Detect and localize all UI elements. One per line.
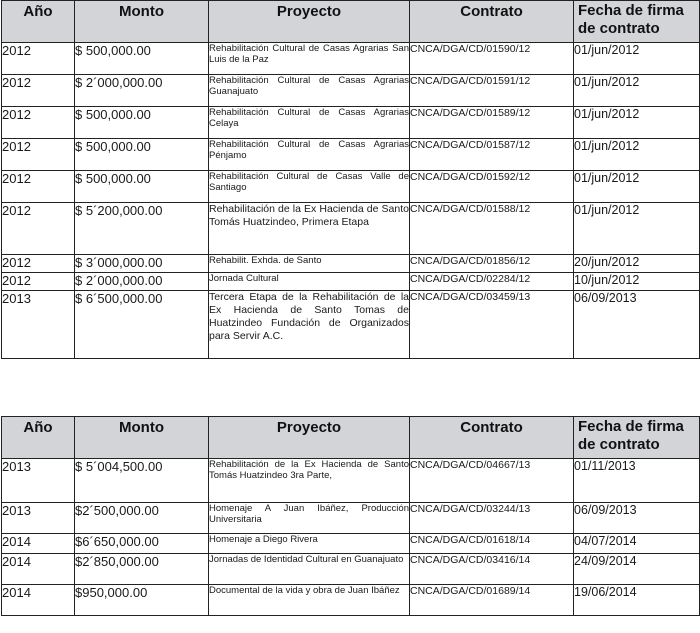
cell-year: 2012 [2,75,75,107]
cell-contract: CNCA/DGA/CD/01589/12 [410,107,574,139]
cell-contract: CNCA/DGA/CD/01591/12 [410,75,574,107]
table-row [2,171,700,203]
header-project: Proyecto [209,417,410,459]
cell-year: 2012 [2,139,75,171]
cell-date: 20/jun/2012 [574,255,700,273]
cell-date: 01/jun/2012 [574,203,700,255]
cell-amount: $ 3´000,000.00 [75,255,209,273]
cell-year: 2014 [2,585,75,616]
cell-date: 19/06/2014 [574,585,700,616]
cell-project: Jornada Cultural [209,273,410,291]
cell-project: Rehabilit. Exhda. de Santo [209,255,410,273]
cell-year: 2012 [2,171,75,203]
table-row [2,534,700,554]
cell-year: 2013 [2,291,75,359]
table-row [2,43,700,75]
cell-year: 2013 [2,459,75,503]
cell-amount: $ 500,000.00 [75,107,209,139]
cell-amount: $ 2´000,000.00 [75,273,209,291]
table-header-row [2,1,700,43]
cell-project: Jornadas de Identidad Cultural en Guanajuato [209,554,410,585]
table-row [2,273,700,291]
cell-contract: CNCA/DGA/CD/01689/14 [410,585,574,616]
cell-amount: $2´500,000.00 [75,503,209,534]
cell-project: Rehabilitación de la Ex Hacienda de Santo Tomás Huatzindeo, Primera Etapa [209,203,410,255]
table-row [2,503,700,534]
cell-date: 04/07/2014 [574,534,700,554]
cell-project: Rehabilitación Cultural de Casas Agrarias Celaya [209,107,410,139]
cell-amount: $ 5´004,500.00 [75,459,209,503]
cell-project: Rehabilitación de la Ex Hacienda de Santo Tomás Huatzindeo 3ra Parte, [209,459,410,503]
table-row [2,255,700,273]
header-year: Año [2,417,75,459]
cell-project: Homenaje a Diego Rivera [209,534,410,554]
header-project: Proyecto [209,1,410,43]
cell-contract: CNCA/DGA/CD/01618/14 [410,534,574,554]
cell-year: 2014 [2,554,75,585]
cell-amount: $ 2´000,000.00 [75,75,209,107]
cell-contract: CNCA/DGA/CD/03244/13 [410,503,574,534]
cell-date: 01/jun/2012 [574,139,700,171]
cell-contract: CNCA/DGA/CD/01588/12 [410,203,574,255]
cell-date: 10/jun/2012 [574,273,700,291]
cell-year: 2014 [2,534,75,554]
table-row [2,139,700,171]
header-year: Año [2,1,75,43]
table-row [2,585,700,616]
cell-year: 2012 [2,255,75,273]
cell-contract: CNCA/DGA/CD/01856/12 [410,255,574,273]
cell-year: 2012 [2,273,75,291]
cell-date: 01/jun/2012 [574,171,700,203]
table-row [2,554,700,585]
table-header-row [2,417,700,459]
cell-date: 01/jun/2012 [574,75,700,107]
cell-project: Tercera Etapa de la Rehabilitación de la Ex Hacienda de Santo Tomas de Huatzindeo Fundación de Organizados para Servir A.C. [209,291,410,359]
cell-date: 01/jun/2012 [574,107,700,139]
cell-contract: CNCA/DGA/CD/01590/12 [410,43,574,75]
cell-project: Rehabilitación Cultural de Casas Agrarias Guanajuato [209,75,410,107]
cell-project: Rehabilitación Cultural de Casas Agrarias San Luis de la Paz [209,43,410,75]
header-contract: Contrato [410,417,574,459]
cell-project: Homenaje A Juan Ibáñez, Producción Universitaria [209,503,410,534]
cell-amount: $ 500,000.00 [75,43,209,75]
cell-project: Rehabilitación Cultural de Casas Agrarias Pénjamo [209,139,410,171]
cell-date: 24/09/2014 [574,554,700,585]
cell-year: 2012 [2,203,75,255]
header-amount: Monto [75,1,209,43]
cell-amount: $ 500,000.00 [75,139,209,171]
cell-amount: $ 6´500,000.00 [75,291,209,359]
table-row [2,75,700,107]
table-row [2,203,700,255]
cell-date: 06/09/2013 [574,503,700,534]
header-date-line1: Fecha de firma [578,418,684,435]
cell-year: 2012 [2,43,75,75]
cell-date: 06/09/2013 [574,291,700,359]
cell-amount: $ 500,000.00 [75,171,209,203]
header-amount: Monto [75,417,209,459]
cell-amount: $6´650,000.00 [75,534,209,554]
cell-contract: CNCA/DGA/CD/03459/13 [410,291,574,359]
header-date-line2: de contrato [578,20,660,37]
contracts-table-2 [1,416,700,616]
cell-project: Documental de la vida y obra de Juan Ibáñez [209,585,410,616]
cell-year: 2013 [2,503,75,534]
cell-contract: CNCA/DGA/CD/03416/14 [410,554,574,585]
cell-date: 01/11/2013 [574,459,700,503]
cell-contract: CNCA/DGA/CD/02284/12 [410,273,574,291]
cell-amount: $2´850,000.00 [75,554,209,585]
cell-contract: CNCA/DGA/CD/04667/13 [410,459,574,503]
cell-contract: CNCA/DGA/CD/01592/12 [410,171,574,203]
table-row [2,459,700,503]
cell-contract: CNCA/DGA/CD/01587/12 [410,139,574,171]
cell-amount: $ 5´200,000.00 [75,203,209,255]
header-date [574,417,700,459]
header-contract: Contrato [410,1,574,43]
cell-date: 01/jun/2012 [574,43,700,75]
table-row [2,291,700,359]
table-row [2,107,700,139]
cell-year: 2012 [2,107,75,139]
header-date-line2: de contrato [578,436,660,453]
header-date-line1: Fecha de firma [578,2,684,19]
contracts-table-1 [1,0,700,359]
cell-amount: $950,000.00 [75,585,209,616]
cell-project: Rehabilitación Cultural de Casas Valle de Santiago [209,171,410,203]
header-date [574,1,700,43]
